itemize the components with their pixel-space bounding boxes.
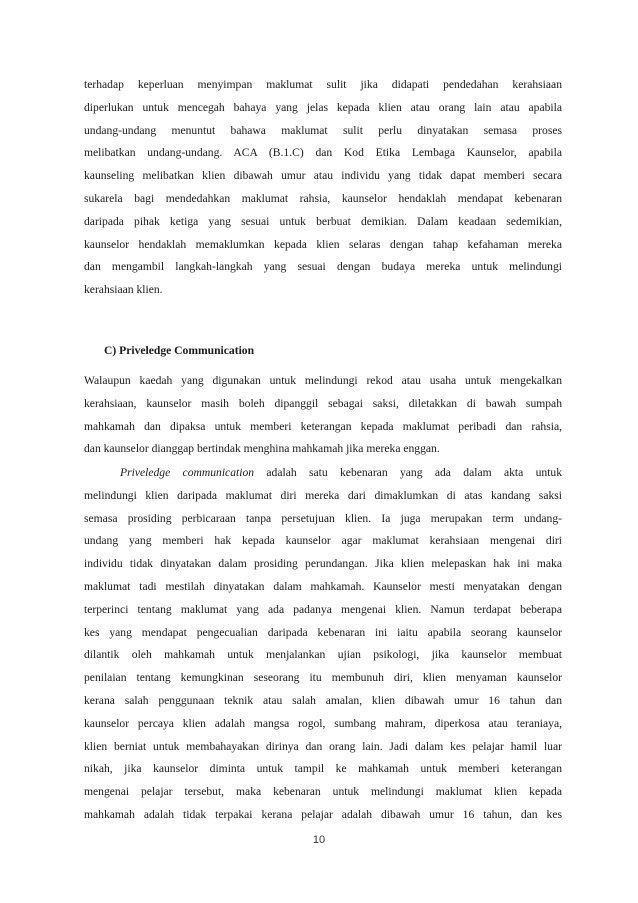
text-line: melindungi klien daripada maklumat diri mereka dari dimaklumkan di atas kandang saksi — [84, 488, 562, 502]
text-line: dan mengambil langkah-langkah yang sesuai dengan budaya mereka untuk melindungi — [84, 260, 562, 274]
text-line: klien berniat untuk membahayakan dirinya dan orang lain. Jadi dalam kes pelajar hamil luar — [84, 739, 562, 753]
text-line: dan kaunselor dianggap bertindak menghina mahkamah jika mereka enggan. — [84, 442, 440, 456]
paragraph-confidentiality-exceptions — [84, 74, 562, 302]
text-line: nikah, jika kaunselor diminta untuk tampil ke mahkamah untuk memberi keterangan — [84, 762, 562, 776]
paragraph-witness-obligation — [84, 370, 562, 461]
text-line: terperinci tentang maklumat yang ada padanya mengenai klien. Namun terdapat beberapa — [84, 602, 562, 616]
text-line: daripada pihak ketiga yang sesuai untuk berbuat demikian. Dalam keadaan sedemikian, — [84, 214, 562, 228]
text-line: sukarela bagi mendedahkan maklumat rahsia, kaunselor hendaklah mendapat kebenaran — [84, 191, 562, 205]
text-line — [84, 462, 562, 485]
text-line: undang yang memberi hak kepada kaunselor agar maklumat kerahsiaan mengenai diri — [84, 534, 562, 548]
text-line: kaunselor percaya klien adalah mangsa rogol, sumbang mahram, diperkosa atau teraniaya, — [84, 716, 562, 730]
text-line: kes yang mendapat pengecualian daripada kebenaran ini iaitu apabila seorang kaunselor — [84, 625, 562, 639]
text-line: individu tidak dinyatakan dalam prosiding perundangan. Jika klien melepaskan hak ini maka — [84, 557, 562, 571]
text-line: kerana salah penggunaan teknik atau salah amalan, klien dibawah umur 16 tahun dan — [84, 693, 562, 707]
section-heading: C) Priveledge Communication — [104, 344, 255, 357]
text-line: semasa prosiding perbicaraan tanpa persetujuan klien. Ia juga merupakan term undang- — [84, 511, 562, 525]
text-line: undang-undang menuntut bahawa maklumat sulit perlu dinyatakan semasa proses — [84, 123, 562, 137]
text-line: maklumat tadi mestilah dinyatakan dalam mahkamah. Kaunselor mesti menyatakan dengan — [84, 579, 562, 593]
text-span: adalah satu kebenaran yang ada dalam akta untuk — [254, 466, 562, 479]
page-number: 10 — [312, 834, 326, 846]
text-line: dilantik oleh mahkamah untuk menjalankan ujian psikologi, jika kaunselor membuat — [84, 648, 562, 662]
text-line: mahkamah dan dipaksa untuk memberi keterangan kepada maklumat peribadi dan rahsia, — [84, 419, 562, 433]
paragraph-privileged-communication — [84, 462, 562, 827]
text-line: penilaian tentang kemungkinan seseorang itu membunuh diri, klien menyaman kaunselor — [84, 671, 562, 685]
text-line: mahkamah adalah tidak terpakai kerana pelajar adalah dibawah umur 16 tahun, dan kes — [84, 807, 562, 821]
text-line: kerahsiaan klien. — [84, 283, 163, 297]
text-line: kaunseling melibatkan klien dibawah umur atau individu yang tidak dapat memberi secara — [84, 169, 562, 183]
text-line: Walaupun kaedah yang digunakan untuk melindungi rekod atau usaha untuk mengekalkan — [84, 374, 562, 387]
text-line: mengenai pelajar tersebut, maka kebenaran untuk melindungi maklumat klien kepada — [84, 785, 562, 799]
text-line: diperlukan untuk mencegah bahaya yang jelas kepada klien atau orang lain atau apabila — [84, 100, 562, 114]
text-line: melibatkan undang-undang. ACA (B.1.C) dan Kod Etika Lembaga Kaunselor, apabila — [84, 146, 562, 160]
italic-term: Priveledge communication — [120, 466, 255, 479]
text-line: terhadap keperluan menyimpan maklumat sulit jika didapati pendedahan kerahsiaan — [84, 78, 562, 91]
text-line: kerahsiaan, kaunselor masih boleh dipanggil sebagai saksi, diletakkan di bawah sumpah — [84, 396, 562, 410]
text-line: kaunselor hendaklah memaklumkan kepada klien selaras dengan tahap kefahaman mereka — [84, 237, 562, 251]
